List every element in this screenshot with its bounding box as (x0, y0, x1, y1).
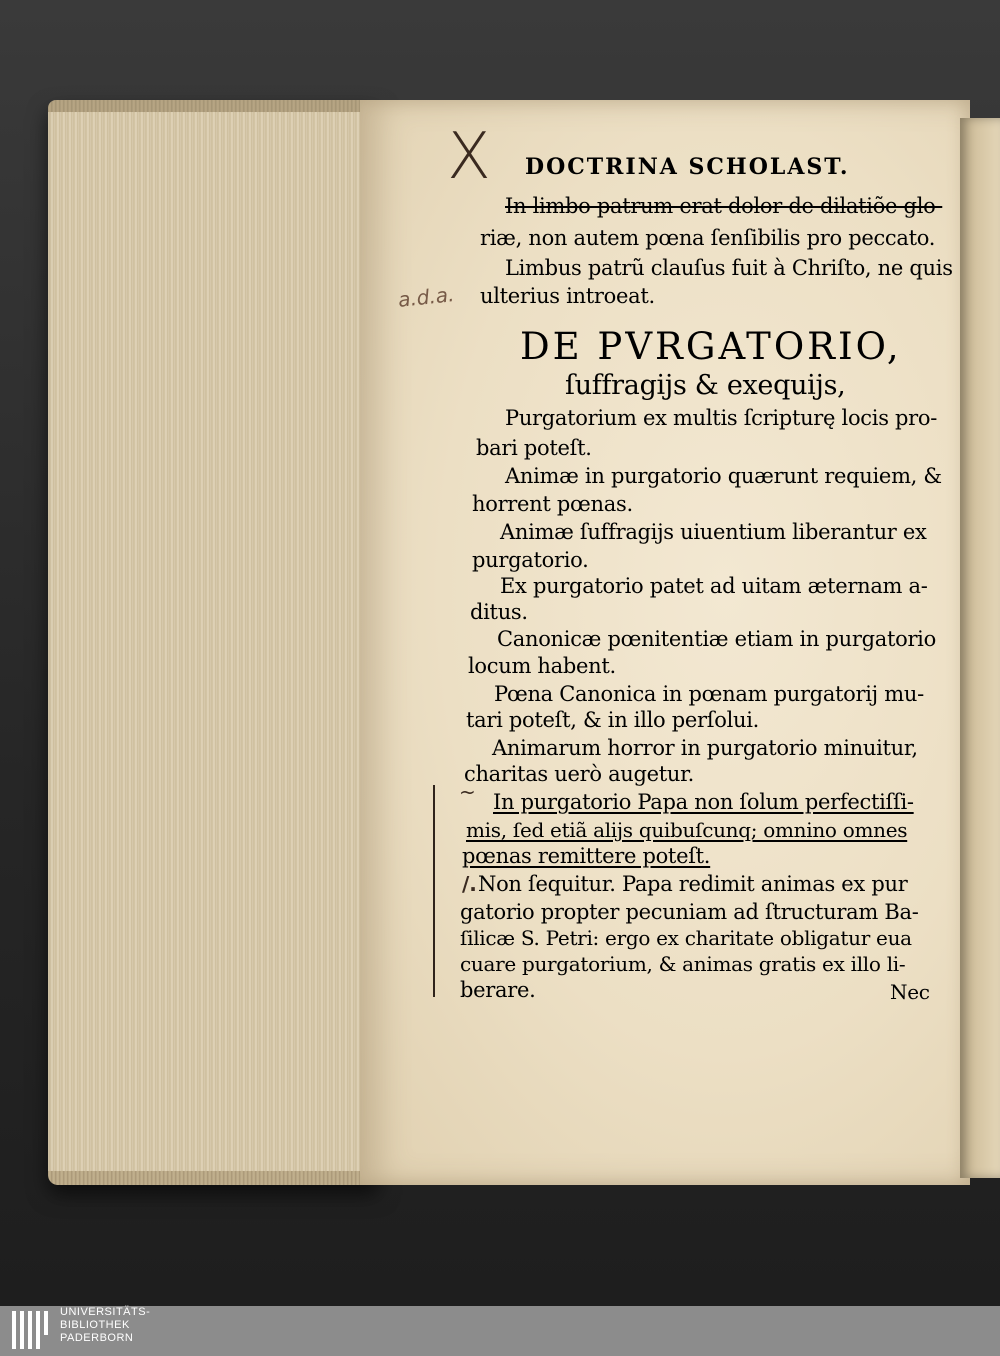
text-line: Animæ ſuffragijs uiuentium liberantur ex (500, 520, 927, 544)
underlined-text-line: pœnas remittere poteſt. (462, 844, 711, 868)
ink-cross-mark: X (447, 120, 491, 194)
text-line: gatorio propter pecuniam ad ſtructuram Ba- (460, 900, 919, 924)
catchword: Nec (890, 980, 930, 1004)
text-line: Ex purgatorio patet ad uitam æternam a- (500, 574, 928, 598)
handwritten-margin-note: a.d.a. (396, 282, 456, 312)
text-line: horrent pœnas. (472, 492, 633, 516)
section-subtitle: ſuffragijs & exequijs, (565, 370, 846, 401)
text-line: Canonicæ pœnitentiæ etiam in purgatorio (497, 627, 936, 651)
facing-page-edge (960, 118, 1000, 1178)
text-line: bari poteſt. (476, 436, 592, 460)
text-line: Non ſequitur. Papa redimit animas ex pur (478, 872, 908, 896)
text-line: Animarum horror in purgatorio minuitur, (492, 736, 918, 760)
text-line: locum habent. (468, 654, 616, 678)
library-name (60, 1306, 150, 1345)
margin-tilde-mark: ~ (459, 780, 476, 804)
text-line: Pœna Canonica in pœnam purgatorij mu- (494, 682, 924, 706)
text-line: Animæ in purgatorio quærunt requiem, & (505, 464, 942, 488)
bottom-edge (48, 1171, 378, 1185)
text-line: ditus. (470, 600, 528, 624)
library-name-line-1: UNIVERSITÄTS- (60, 1306, 151, 1318)
library-logo-icon (10, 1307, 54, 1351)
text-line: ulterius introeat. (480, 284, 655, 308)
text-line: Limbus patrũ clauſus fuit à Chriſto, ne quis (505, 256, 953, 280)
running-head: DOCTRINA SCHOLAST. (525, 154, 850, 180)
text-line: cuare purgatorium, & animas gratis ex illo li- (460, 952, 906, 976)
text-line: In limbo patrum erat dolor de dilatiõe glo- (505, 194, 943, 218)
underlined-text-line: In purgatorio Papa non ſolum perfectiſſi- (493, 790, 914, 814)
text-line: tari poteſt, & in illo perſolui. (466, 708, 760, 732)
text-line: charitas uerò augetur. (464, 762, 694, 786)
top-edge (48, 100, 378, 112)
underlined-text-line: mis, ſed etiã alijs quibuſcunq; omnino omnes (466, 818, 908, 842)
text-line: purgatorio. (472, 548, 589, 572)
library-name-line-2: BIBLIOTHEK (60, 1319, 130, 1331)
margin-bracket-line (433, 785, 435, 997)
text-line: ſilicæ S. Petri: ergo ex charitate obligatur eua (460, 926, 912, 950)
text-line: berare. (460, 978, 536, 1002)
library-name-line-3: PADERBORN (60, 1332, 134, 1344)
text-line: Purgatorium ex multis ſcripturę locis pro- (505, 406, 938, 430)
margin-slash-mark: /. (462, 872, 477, 896)
text-line: riæ, non autem pœna ſenſibilis pro peccato. (480, 226, 936, 250)
page-block-edges (48, 100, 378, 1185)
section-title: DE PVRGATORIO, (520, 325, 902, 368)
